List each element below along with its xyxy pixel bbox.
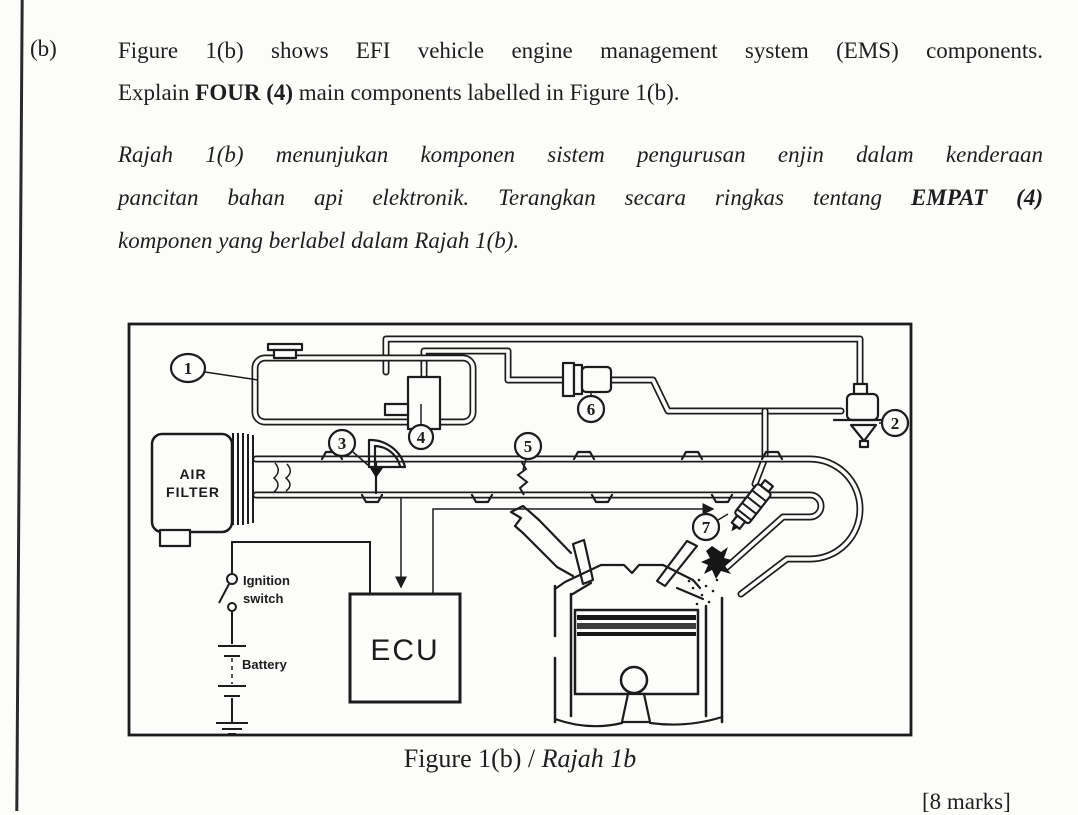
question-part-label: (b) [30,36,57,61]
intake-tube [256,452,860,594]
question-text-en-line2: Explain FOUR (4) main components labelled in Figure 1(b). [118,80,680,105]
question-text-ms-line3: komponen yang berlabel dalam Rajah 1(b). [118,228,520,253]
wrist-pin [621,667,647,693]
bold-four-4: FOUR (4) [195,80,294,105]
battery-label: Battery [242,657,287,672]
ground-symbol [216,723,248,734]
ignition-label-2: switch [243,591,284,606]
svg-text:7: 7 [701,518,711,537]
bold-empat-4: EMPAT (4) [910,185,1043,210]
engine-cylinder [511,506,722,726]
throttle-valve [369,440,405,493]
question-text-ms-line1: Rajah 1(b) menunjukan komponen sistem pengurusan enjin dalam kenderaan [118,142,1043,167]
ecu-to-injector-arrow [433,509,713,593]
svg-text:3: 3 [337,434,347,453]
air-filter-label-2: FILTER [166,484,220,500]
svg-text:2: 2 [890,414,900,433]
svg-text:5: 5 [523,437,533,456]
exhaust-duct [523,533,573,576]
svg-text:1: 1 [183,359,193,378]
ignition-circuit [216,542,370,734]
svg-text:4: 4 [416,428,426,447]
head-top [601,565,663,573]
figure-caption-ms: Rajah 1b [541,744,637,773]
air-filter [152,433,253,546]
fuel-droplets [688,579,719,606]
figure-caption: Figure 1(b) / Rajah 1b [403,744,637,773]
ignition-label-1: Ignition [243,573,290,588]
air-filter-label-1: AIR [179,466,207,482]
connecting-rod [622,694,650,722]
page-margin-rule [15,0,23,811]
ignition-switch [227,574,237,584]
svg-text:6: 6 [586,400,596,419]
ecu-box [350,594,460,702]
cylinder-wall-left [555,586,571,722]
ems-diagram [127,322,913,737]
tube-break-lines [274,463,290,492]
question-text-en-line1 [118,36,1043,66]
question-en-line1-text: Figure 1(b) shows EFI vehicle engine management system (EMS) components. [118,38,1043,63]
air-flow-sensor [518,461,527,495]
cylinder-wall-right [706,598,722,722]
ecu-label: ECU [370,634,440,667]
air-filter-flange [233,433,253,525]
fuel-filter [563,363,611,396]
fuel-spray [701,546,732,579]
piston [575,610,698,722]
marks-indicator: [8 marks] [922,789,1011,814]
question-text-ms-line2: pancitan bahan api elektronik. Terangkan secara ringkas tentang EMPAT (4) [118,185,1043,210]
